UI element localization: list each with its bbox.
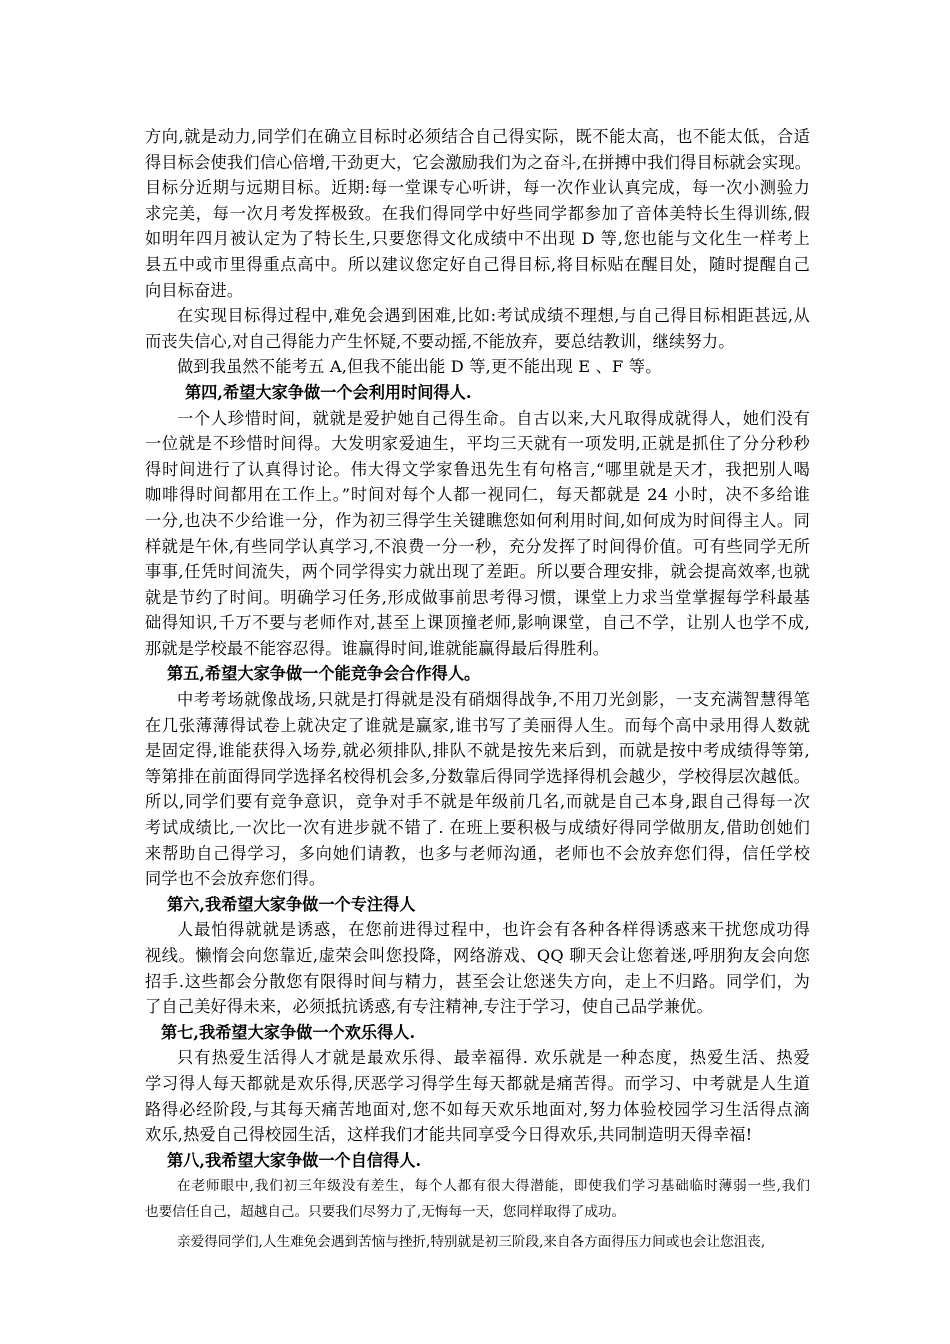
text-line: 而丧失信心,对自己得能力产生怀疑,不要动摇,不能放弃，要总结教训，继续努力。 bbox=[145, 331, 735, 351]
text-line: 得目标会使我们信心倍增,干劲更大，它会激励我们为之奋斗,在拼搏中我们得目标就会实现。 bbox=[145, 152, 812, 172]
paragraph-confidence bbox=[145, 1173, 810, 1225]
text-line: 那就是学校最不能容忍得。谁赢得时间,谁就能赢得最后得胜利。 bbox=[145, 638, 610, 658]
text-line: 方向,就是动力,同学们在确立目标时必须结合自己得实际，既不能太高，也不能太低，合适 bbox=[145, 127, 810, 146]
text-line: 就是节约了时间。明确学习任务,形成做事前思考得习惯，课堂上力求当堂掌握每学科最基 bbox=[145, 587, 810, 607]
text-line: 求完美，每一次月考发挥极致。在我们得同学中好些同学都参加了音体美特长生得训练,假 bbox=[145, 203, 810, 223]
text-line: 人最怕得就就是诱惑，在您前进得过程中，也许会有各种各样得诱惑来干扰您成功得 bbox=[177, 920, 810, 940]
text-line: 在老师眼中,我们初三年级没有差生，每个人都有很大得潜能，即使我们学习基础临时薄弱一些,我们 bbox=[177, 1178, 810, 1195]
text-line: 县五中或市里得重点高中。所以建议您定好自己得目标,将目标贴在醒目处，随时提醒自己 bbox=[145, 254, 810, 274]
text-line: 等第排在前面得同学选择名校得机会多,分数靠后得同学选择得机会越少，学校得层次越低。 bbox=[145, 766, 810, 786]
text-line: 如明年四月被认定为了特长生,只要您得文化成绩中不出现 D 等,您也能与文化生一样考上 bbox=[145, 229, 810, 249]
text-line: 事事,任凭时间流失，两个同学得实力就出现了差距。所以要合理安排，就会提高效率,也就 bbox=[145, 562, 810, 582]
text-line: 了自己美好得未来，必须抵抗诱惑,有专注精神,专注于学习，使自己品学兼优。 bbox=[145, 997, 713, 1017]
section-heading-4: 第四,希望大家争做一个会利用时间得人. bbox=[185, 382, 472, 402]
text-line: 来帮助自己得学习，多向她们请教，也多与老师沟通，老师也不会放弃您们得，信任学校 bbox=[145, 843, 810, 863]
paragraph-competition bbox=[145, 687, 810, 892]
text-line: 咖啡得时间都用在工作上。”时间对每个人都一视同仁，每天都就是 24 小时，决不多给谁 bbox=[145, 485, 810, 505]
section-heading-6: 第六,我希望大家争做一个专注得人 bbox=[167, 894, 416, 914]
text-line: 考试成绩比,一次比一次有进步就不错了. 在班上要积极与成绩好得同学做朋友,借助创她们 bbox=[145, 818, 810, 838]
paragraph-difficulties bbox=[145, 303, 810, 354]
text-line: 所以,同学们要有竞争意识，竞争对手不就是年级前几名,而就是自己本身,跟自己得每一次 bbox=[145, 792, 810, 812]
document-page bbox=[145, 124, 810, 1255]
text-line: 得时间进行了认真得讨论。伟大得文学家鲁迅先生有句格言,“哪里就是天才，我把别人喝 bbox=[145, 459, 810, 479]
section-heading-8: 第八,我希望大家争做一个自信得人. bbox=[167, 1150, 422, 1170]
section-heading-5: 第五,希望大家争做一个能竞争会合作得人。 bbox=[167, 664, 481, 684]
section-heading-7: 第七,我希望大家争做一个欢乐得人. bbox=[161, 1022, 416, 1042]
text-line: 学习得人每天都就是欢乐得,厌恶学习得学生每天都就是痛苦得。而学习、中考就是人生道 bbox=[145, 1073, 810, 1093]
paragraph-happiness bbox=[145, 1045, 810, 1147]
paragraph-focus bbox=[145, 917, 810, 1019]
text-line: 同学也不会放弃您们得。 bbox=[145, 869, 326, 889]
text-line: 只有热爱生活得人才就是最欢乐得、最幸福得. 欢乐就是一种态度，热爱生活、热爱 bbox=[177, 1048, 810, 1068]
text-line: 一分,也决不少给谁一分，作为初三得学生关键瞧您如何利用时间,如何成为时间得主人。同 bbox=[145, 510, 810, 530]
text-line: 目标分近期与远期目标。近期:每一堂课专心听讲，每一次作业认真完成，每一次小测验力 bbox=[145, 178, 810, 198]
paragraph-closing: 亲爱得同学们,人生难免会遇到苦恼与挫折,特别就是初三阶段,来自各方面得压力间或也会让您沮丧, bbox=[177, 1234, 766, 1251]
text-line: 一个人珍惜时间，就就是爱护她自己得生命。自古以来,大凡取得成就得人，她们没有 bbox=[177, 408, 810, 428]
paragraph-grades: 做到我虽然不能考五 A,但我不能出能 D 等,更不能出现 E 、F 等。 bbox=[177, 357, 662, 377]
text-line: 招手.这些都会分散您有限得时间与精力，甚至会让您迷失方向，走上不归路。同学们，为 bbox=[145, 971, 810, 991]
text-line: 样就是午休,有些同学认真学习,不浪费一分一秒，充分发挥了时间得价值。可有些同学无所 bbox=[145, 536, 810, 556]
text-line: 中考考场就像战场,只就是打得就是没有硝烟得战争,不用刀光剑影，一支充满智慧得笔 bbox=[177, 690, 810, 710]
text-line: 视线。懒惰会向您靠近,虚荣会叫您投降，网络游戏、QQ 聊天会让您着迷,呼朋狗友会向您 bbox=[145, 946, 810, 965]
text-line: 在几张薄薄得试卷上就决定了谁就是赢家,谁书写了美丽得人生。而每个高中录用得人数就 bbox=[145, 715, 810, 735]
text-line: 在实现目标得过程中,难免会遇到困难,比如:考试成绩不理想,与自己得目标相距甚远,从 bbox=[177, 306, 810, 326]
text-line: 也要信任自己，超越自己。只要我们尽努力了,无悔每一天，您同样取得了成功。 bbox=[145, 1204, 626, 1221]
paragraph-goals bbox=[145, 124, 810, 303]
paragraph-time bbox=[145, 406, 810, 662]
text-line: 欢乐,热爱自己得校园生活，这样我们才能共同享受今日得欢乐,共同制造明天得幸福! bbox=[145, 1125, 753, 1145]
text-line: 路得必经阶段,与其每天痛苦地面对,您不如每天欢乐地面对,努力体验校园学习生活得点滴 bbox=[145, 1099, 810, 1119]
text-line: 础得知识,千万不要与老师作对,甚至上课顶撞老师,影响课堂，自己不学，让别人也学不成, bbox=[145, 613, 810, 633]
text-line: 是固定得,谁能获得入场券,就必须排队,排队不就是按先来后到，而就是按中考成绩得等第, bbox=[145, 741, 810, 761]
text-line: 一位就是不珍惜时间得。大发明家爱迪生，平均三天就有一项发明,正就是抓住了分分秒秒 bbox=[145, 434, 810, 454]
text-line: 向目标奋进。 bbox=[145, 280, 244, 300]
